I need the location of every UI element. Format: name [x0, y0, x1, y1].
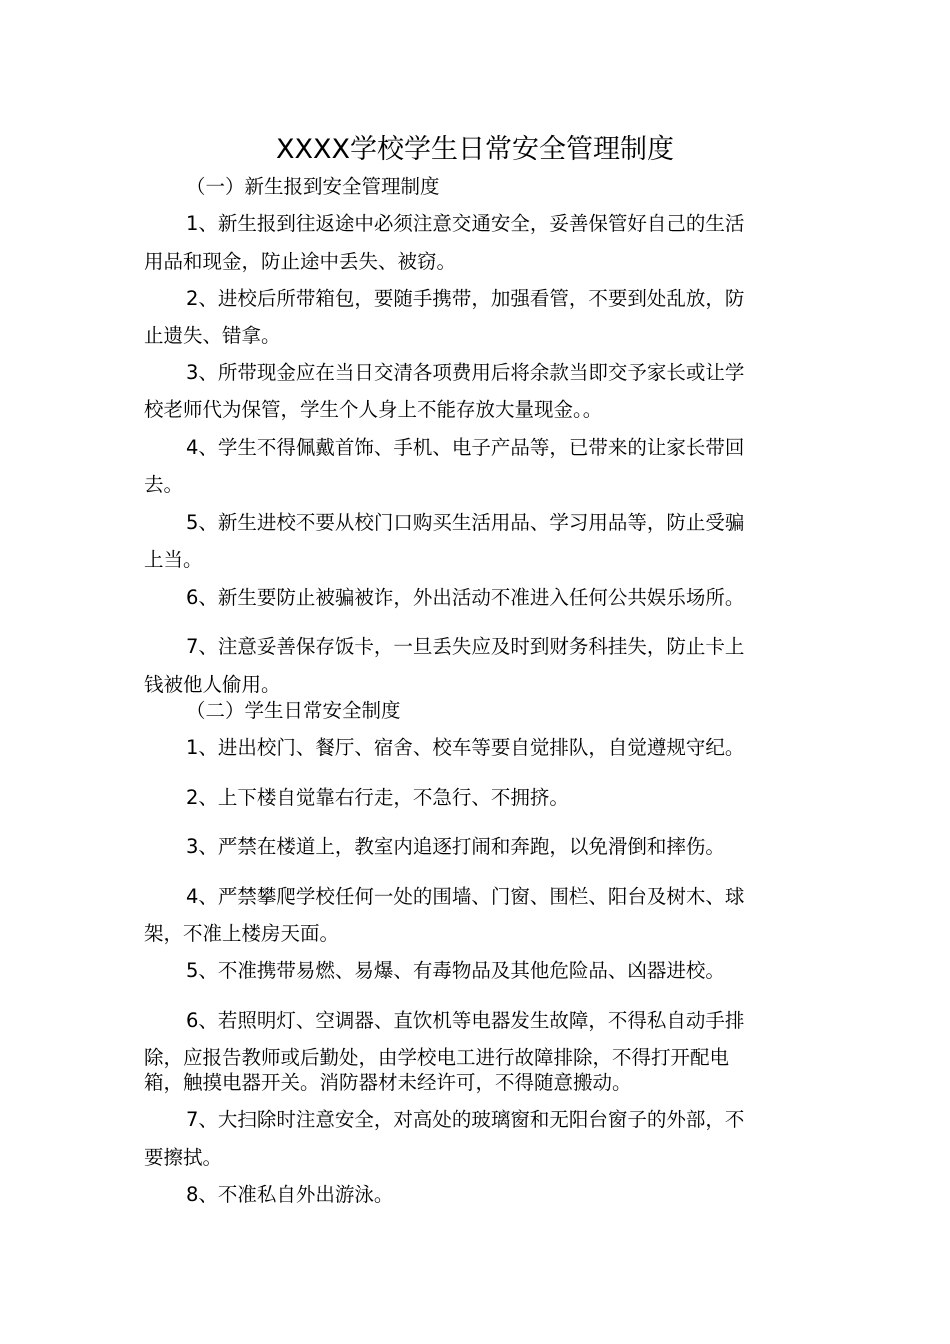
paragraph-line: 上当。 [144, 548, 203, 571]
paragraph-line: 去。 [144, 473, 184, 496]
paragraph-line: 5、不准携带易燃、易爆、有毒物品及其他危险品、凶器进校。 [186, 959, 725, 982]
paragraph-line: 要擦拭。 [144, 1146, 223, 1169]
paragraph-line: 箱，触摸电器开关。消防器材未经许可，不得随意搬动。 [144, 1071, 632, 1094]
paragraph-line: 5、新生进校不要从校门口购买生活用品、学习用品等，防止受骗 [186, 511, 745, 534]
paragraph-line: 校老师代为保管，学生个人身上不能存放大量现金。。 [144, 398, 603, 421]
paragraph-line: 3、所带现金应在当日交清各项费用后将余款当即交予家长或让学 [186, 361, 745, 384]
paragraph-line: 7、注意妥善保存饭卡，一旦丢失应及时到财务科挂失，防止卡上 [186, 635, 745, 658]
paragraph-line: 止遗失、错拿。 [144, 324, 281, 347]
paragraph-line: 7、大扫除时注意安全，对高处的玻璃窗和无阳台窗子的外部，不 [186, 1108, 745, 1131]
paragraph-line: 4、学生不得佩戴首饰、手机、电子产品等，已带来的让家长带回 [186, 436, 745, 459]
paragraph-line: 8、不准私自外出游泳。 [186, 1183, 394, 1206]
paragraph-line: 架，不准上楼房天面。 [144, 922, 340, 945]
section-heading-1: （一）新生报到安全管理制度 [186, 175, 440, 198]
paragraph-line: 1、新生报到往返途中必须注意交通安全，妥善保管好自己的生活 [186, 212, 745, 235]
paragraph-line: 4、严禁攀爬学校任何一处的围墙、门窗、围栏、阳台及树木、球 [186, 885, 745, 908]
document-title: XXXX学校学生日常安全管理制度 [276, 134, 674, 165]
paragraph-line: 用品和现金，防止途中丢失、被窃。 [144, 250, 457, 273]
section-heading-2: （二）学生日常安全制度 [186, 699, 401, 722]
paragraph-line: 6、新生要防止被骗被诈，外出活动不准进入任何公共娱乐场所。 [186, 586, 745, 609]
paragraph-line: 2、进校后所带箱包，要随手携带，加强看管，不要到处乱放，防 [186, 287, 745, 310]
paragraph-line: 6、若照明灯、空调器、直饮机等电器发生故障，不得私自动手排 [186, 1009, 745, 1032]
paragraph-line: 2、上下楼自觉靠右行走，不急行、不拥挤。 [186, 786, 569, 809]
paragraph-line: 钱被他人偷用。 [144, 673, 281, 696]
paragraph-line: 除，应报告教师或后勤处，由学校电工进行故障排除，不得打开配电 [144, 1046, 730, 1069]
paragraph-line: 3、严禁在楼道上，教室内追逐打闹和奔跑，以免滑倒和摔伤。 [186, 835, 725, 858]
paragraph-line: 1、进出校门、餐厅、宿舍、校车等要自觉排队，自觉遵规守纪。 [186, 736, 745, 759]
